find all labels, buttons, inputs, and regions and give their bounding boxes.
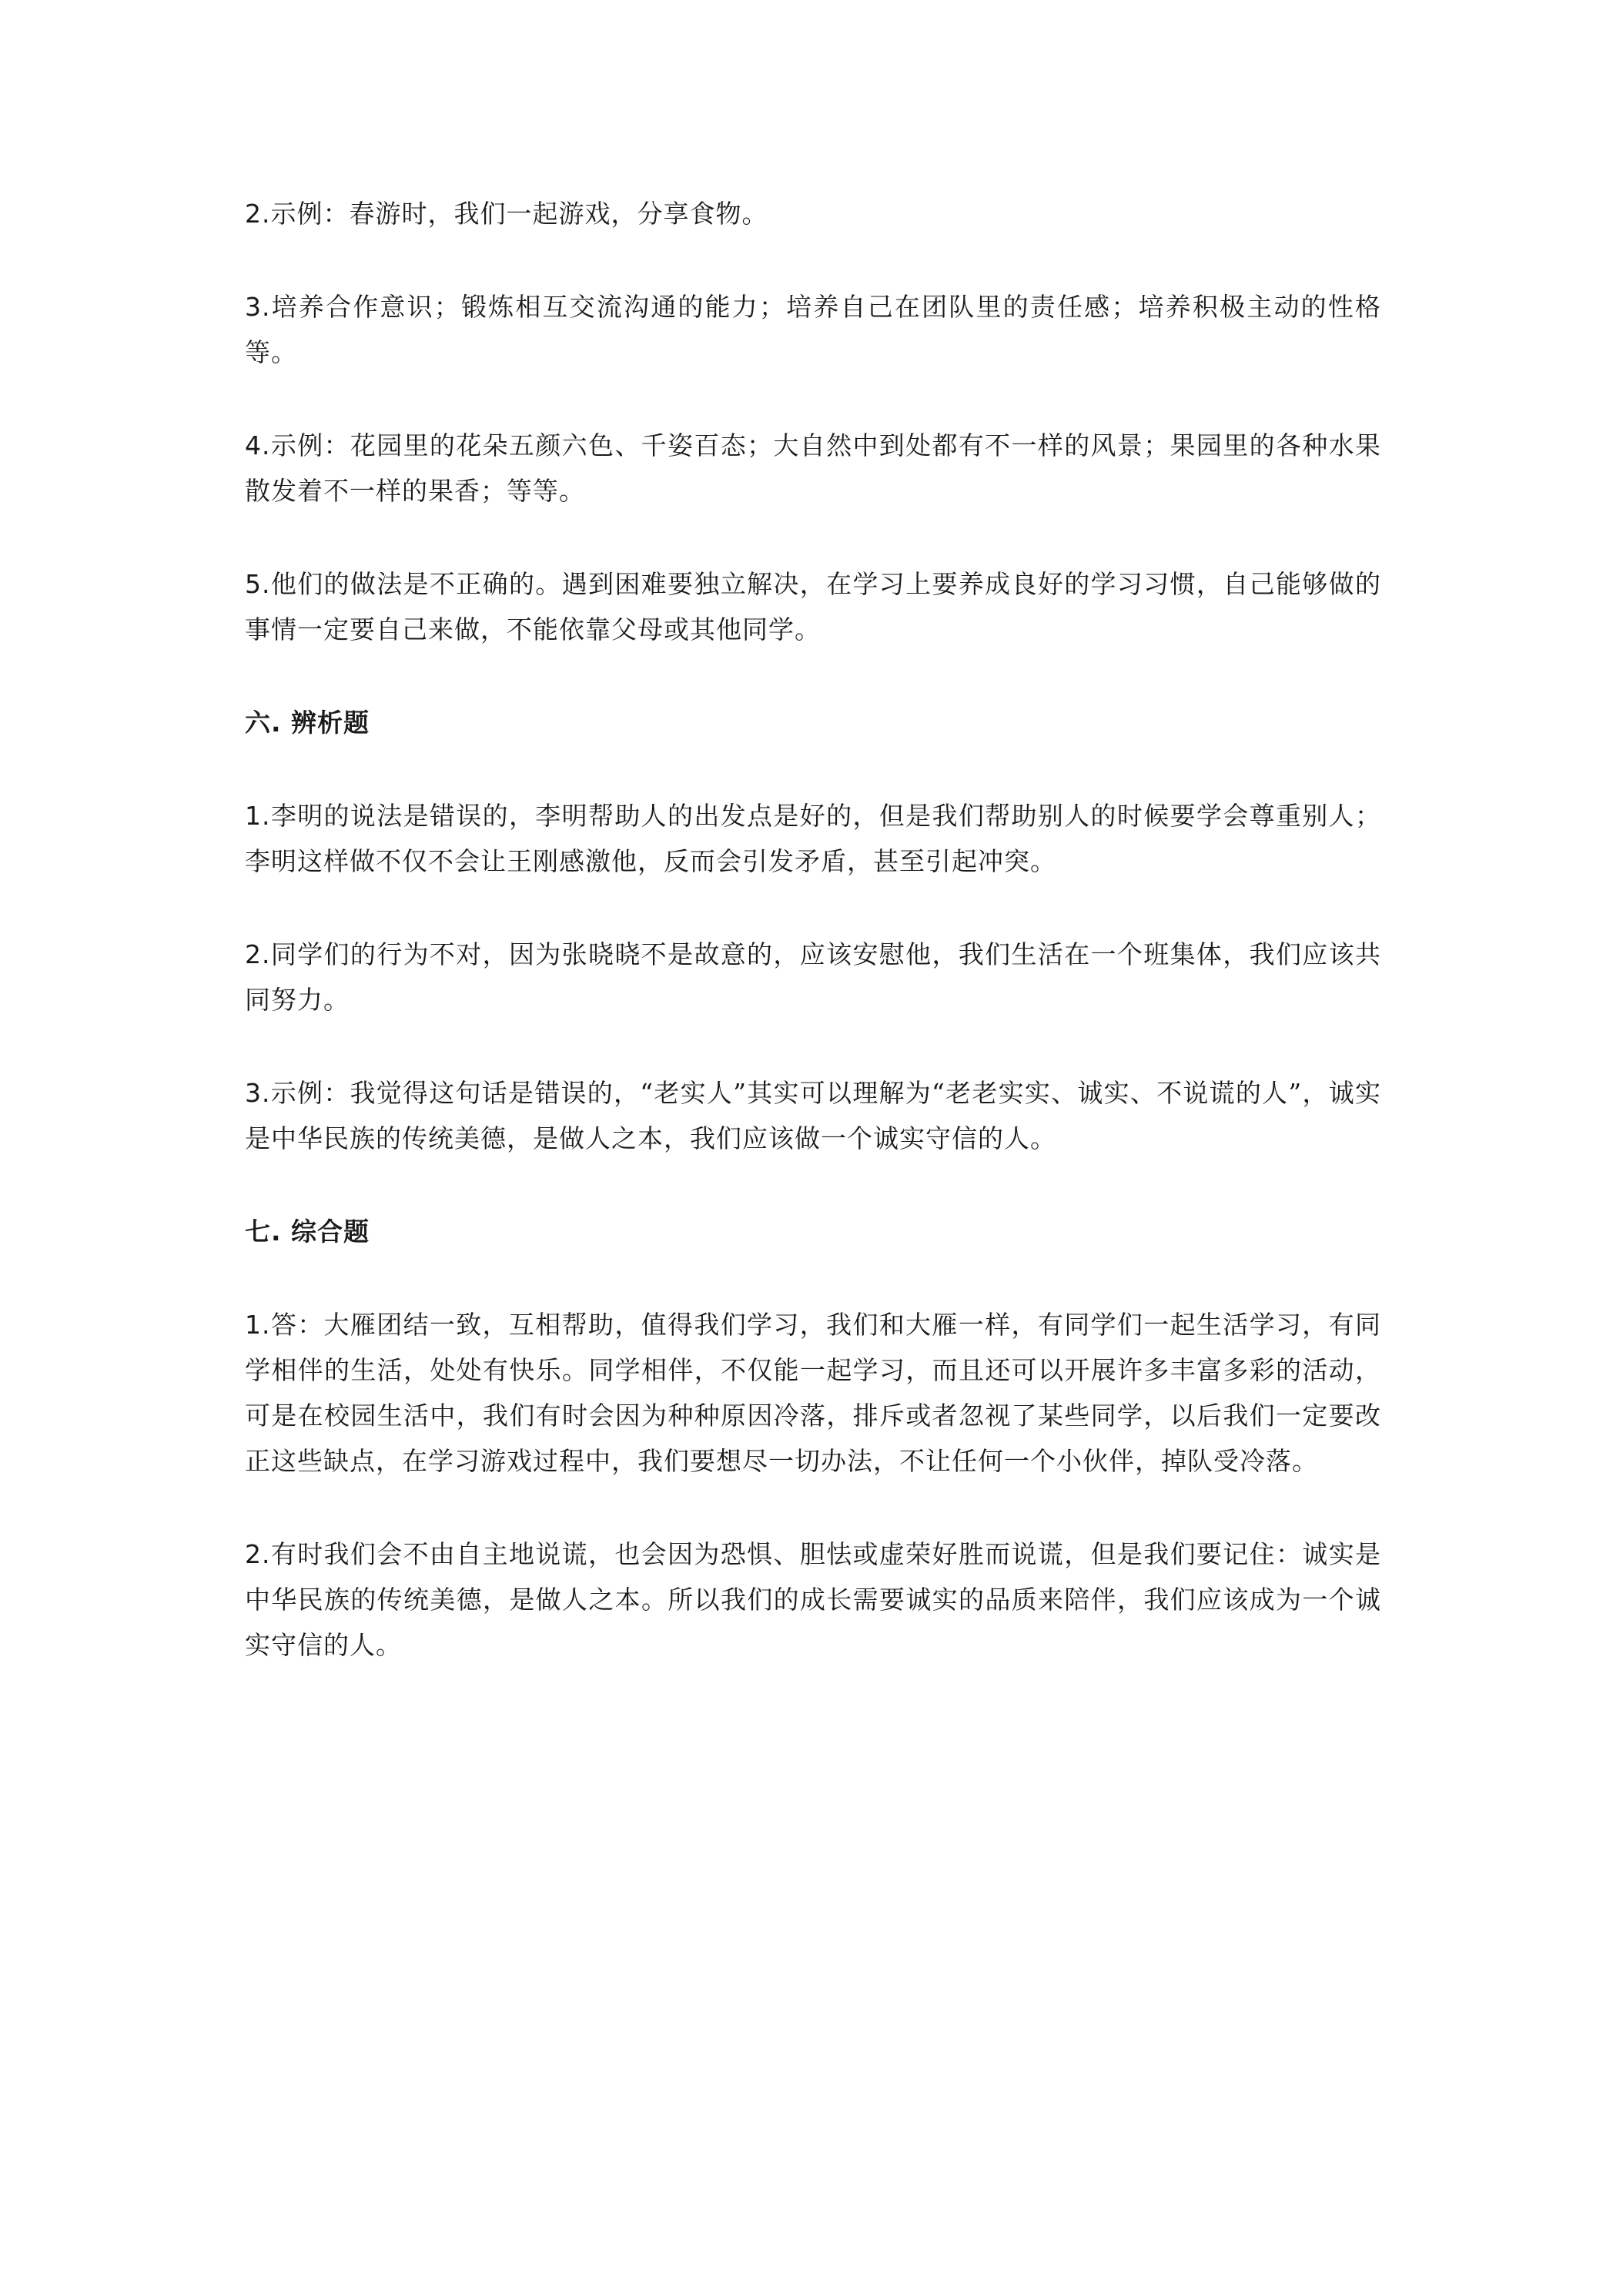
answer-text: 示例：春游时，我们一起游戏，分享食物。 [270,199,768,229]
answer-paragraph [245,1070,1381,1161]
section-heading: 六. 辨析题 [245,708,370,738]
item-number: 3. [245,292,271,322]
answer-text: 培养合作意识；锻炼相互交流沟通的能力；培养自己在团队里的责任感；培养积极主动的性格等。 [245,292,1381,367]
item-number: 2. [245,1539,271,1569]
item-number: 2. [245,199,271,229]
answer-text: 同学们的行为不对，因为张晓晓不是故意的，应该安慰他，我们生活在一个班集体，我们应该共同努力。 [245,939,1381,1015]
answer-paragraph [245,1531,1381,1668]
item-number: 5. [245,569,271,599]
item-number: 4. [245,430,271,460]
answer-text: 示例：花园里的花朵五颜六色、千姿百态；大自然中到处都有不一样的风景；果园里的各种水果散发着不一样的果香；等等。 [245,430,1381,506]
answer-text: 有时我们会不由自主地说谎，也会因为恐惧、胆怯或虚荣好胜而说谎，但是我们要记住：诚实是中华民族的传统美德，是做人之本。所以我们的成长需要诚实的品质来陪伴，我们应该成为一个诚实守信的人。 [245,1539,1381,1660]
answer-paragraph [245,284,1381,375]
answer-paragraph [245,793,1381,884]
item-number: 2. [245,939,271,969]
answer-paragraph [245,1302,1381,1484]
section-heading: 七. 综合题 [245,1217,370,1247]
item-number: 1. [245,801,271,831]
answer-paragraph [245,561,1381,652]
answer-text: 他们的做法是不正确的。遇到困难要独立解决，在学习上要养成良好的学习习惯，自己能够做的事情一定要自己来做，不能依靠父母或其他同学。 [245,569,1381,644]
answer-text: 李明的说法是错误的，李明帮助人的出发点是好的，但是我们帮助别人的时候要学会尊重别人；李明这样做不仅不会让王刚感激他，反而会引发矛盾，甚至引起冲突。 [245,801,1381,876]
item-number: 1. [245,1310,271,1340]
answer-text: 示例：我觉得这句话是错误的，“老实人”其实可以理解为“老老实实、诚实、不说谎的人”，诚实是中华民族的传统美德，是做人之本，我们应该做一个诚实守信的人。 [245,1078,1381,1153]
item-number: 3. [245,1078,271,1108]
answer-paragraph [245,191,1381,236]
answer-text: 答：大雁团结一致，互相帮助，值得我们学习，我们和大雁一样，有同学们一起生活学习，有同学相伴的生活，处处有快乐。同学相伴，不仅能一起学习，而且还可以开展许多丰富多彩的活动，可是在校园生活中，我们有时会因为种种原因冷落，排斥或者忽视了某些同学，以后我们一定要改正这些缺点，在学习游戏过程中，我们要想尽一切办法，不让任何一个小伙伴，掉队受冷落。 [245,1310,1381,1476]
document-body [245,191,1381,1668]
answer-paragraph [245,423,1381,514]
answer-paragraph [245,932,1381,1022]
